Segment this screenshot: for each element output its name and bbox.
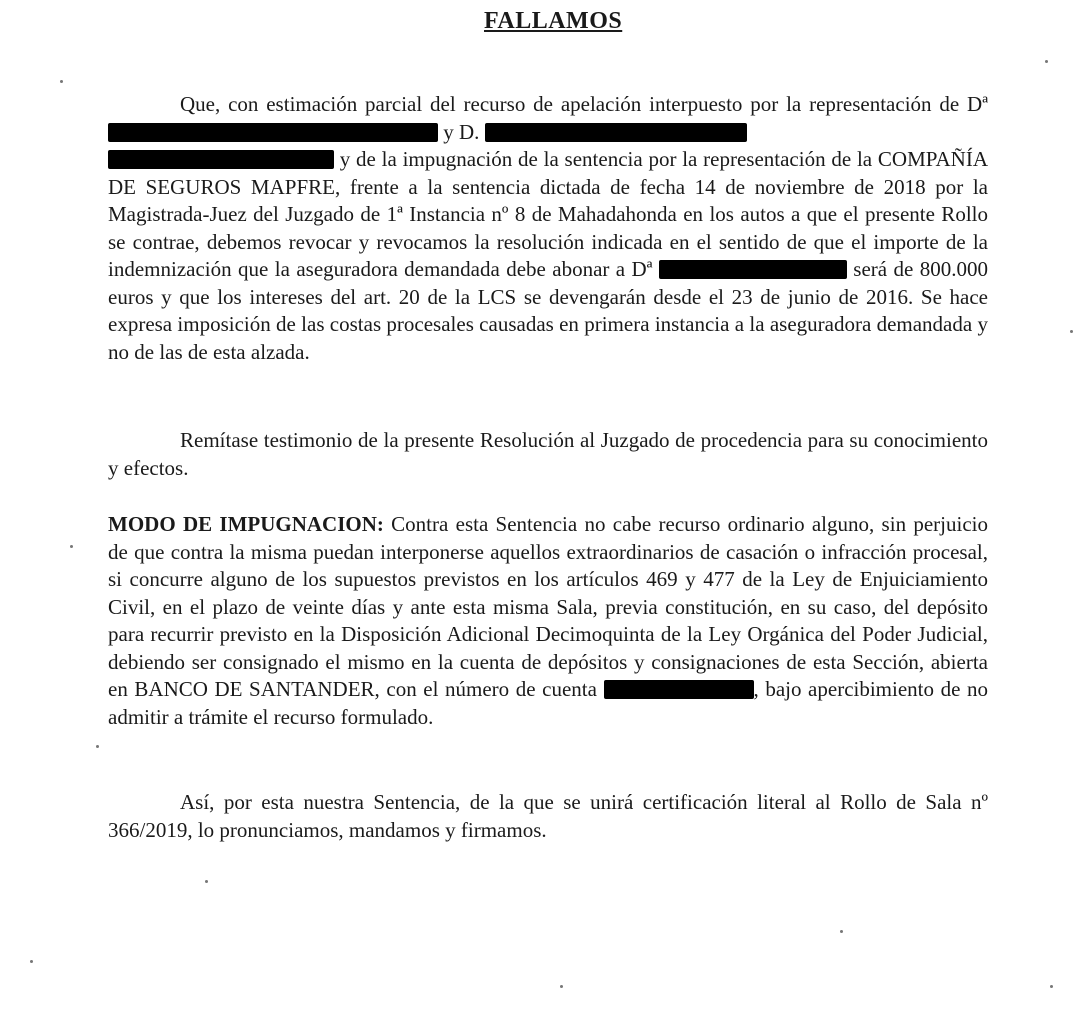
redaction-block <box>485 123 747 142</box>
closing-paragraph <box>108 789 988 844</box>
ruling-paragraph <box>108 91 988 366</box>
scan-speck <box>560 985 563 988</box>
scan-speck <box>205 880 208 883</box>
scan-speck <box>30 960 33 963</box>
scan-speck <box>1045 60 1048 63</box>
scan-speck <box>1050 985 1053 988</box>
redaction-block <box>659 260 847 279</box>
scan-speck <box>840 930 843 933</box>
scan-speck <box>96 745 99 748</box>
redaction-block <box>108 123 438 142</box>
closing-text: Así, por esta nuestra Sentencia, de la que se unirá certificación literal al Rollo de Sala nº 366/2019, lo pronunciamos, mandamos y firmamos. <box>108 790 988 842</box>
appeal-mode-text-2: , bajo apercibimiento de no admitir a trámite el recurso formulado. <box>108 677 988 729</box>
appeal-mode-text-1: Contra esta Sentencia no cabe recurso ordinario alguno, sin perjuicio de que contra la misma puedan interponerse aquellos extraordinarios de casación o infracción procesal, si concurre alguno de los supuestos previstos en los artículos 469 y 477 de la Ley de Enjuiciamiento Civil, en el plazo de veinte días y ante esta misma Sala, previa constitución, en su caso, del depósito para recurrir previsto en la Disposición Adicional Decimoquinta de la Ley Orgánica del Poder Judicial, debiendo ser consignado el mismo en la cuenta de depósitos y consignaciones de esta Sección, abierta en BANCO DE SANTANDER, con el número de cuenta <box>108 512 988 701</box>
scan-speck <box>60 80 63 83</box>
redaction-block <box>604 680 754 699</box>
testimony-paragraph <box>108 427 988 482</box>
ruling-text-3: y de la impugnación de la sentencia por la representación de la COMPAÑÍA DE SEGUROS MAPFRE, frente a la sentencia dictada de fecha 14 de noviembre de 2018 por la Magistrada-Juez del Juzgado de 1ª Instancia nº 8 de Mahadahonda en los autos a que el presente Rollo se contrae, debemos revocar y revocamos la resolución indicada en el sentido de que el importe de la indemnización que la aseguradora demandada debe abonar a Dª <box>108 147 988 281</box>
appeal-mode-heading: MODO DE IMPUGNACION: <box>108 512 384 536</box>
redaction-block <box>108 150 334 169</box>
testimony-text: Remítase testimonio de la presente Resolución al Juzgado de procedencia para su conocimiento y efectos. <box>108 428 988 480</box>
appeal-mode-paragraph <box>108 511 988 731</box>
page-title: FALLAMOS <box>484 8 623 34</box>
scan-speck <box>1070 330 1073 333</box>
scan-speck <box>70 545 73 548</box>
ruling-text-1: Que, con estimación parcial del recurso de apelación interpuesto por la representación de Dª <box>180 92 988 116</box>
ruling-text-4: será de 800.000 euros y que los intereses del art. 20 de la LCS se devengarán desde el 23 de junio de 2016. Se hace expresa imposición de las costas procesales causadas en primera instancia a la aseguradora demandada y no de las de esta alzada. <box>108 257 988 364</box>
ruling-text-2: y D. <box>438 119 485 144</box>
